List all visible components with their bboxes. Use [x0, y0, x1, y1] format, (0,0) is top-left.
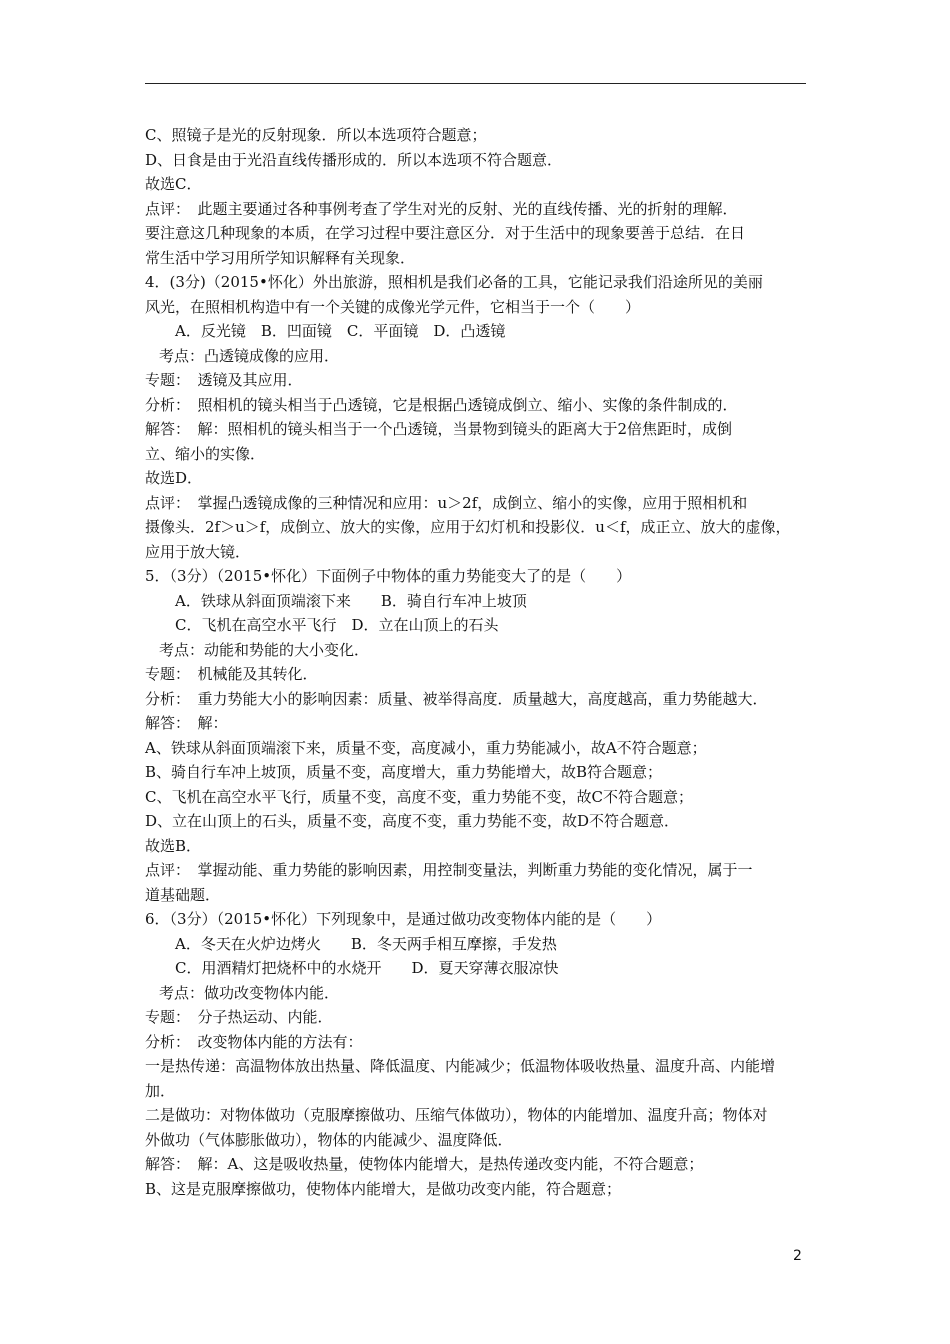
text-line: D、日食是由于光沿直线传播形成的．所以本选项不符合题意． [145, 150, 563, 169]
question-4-line: 4．(3分)（2015•怀化）外出旅游，照相机是我们必备的工具，它能记录我们沿途所见的美丽 [145, 273, 763, 291]
text-line: 点评： 掌握凸透镜成像的三种情况和应用：u＞2f，成倒立、缩小的实像，应用于照相机和 [145, 493, 748, 512]
text-line: 考点：凸透镜成像的应用． [159, 346, 340, 365]
text-line: 道基础题． [145, 885, 221, 904]
text-line: 分析： 重力势能大小的影响因素：质量、被举得高度．质量越大，高度越高，重力势能越大． [145, 689, 768, 708]
text-line: 专题： 分子热运动、内能． [145, 1008, 333, 1026]
text-line: B、骑自行车冲上坡顶，质量不变，高度增大，重力势能增大，故B符合题意； [145, 763, 663, 781]
text-line: 考点：做功改变物体内能． [159, 983, 340, 1002]
text-line: 分析： 照相机的镜头相当于凸透镜，它是根据凸透镜成倒立、缩小、实像的条件制成的． [145, 395, 738, 414]
question-5-options: C．飞机在高空水平飞行 D．立在山顶上的石头 [175, 616, 499, 634]
text-line: 外做功（气体膨胀做功），物体的内能减少、温度降低． [145, 1130, 513, 1149]
text-line: 故选C． [145, 175, 202, 193]
text-line: 解答： 解： [145, 714, 228, 732]
text-line: 专题： 透镜及其应用． [145, 371, 303, 389]
text-line: 点评： 掌握动能、重力势能的影响因素，用控制变量法，判断重力势能的变化情况，属于一 [145, 861, 753, 879]
question-6-line: 6．（3分）（2015•怀化）下列现象中，是通过做功改变物体内能的是（ ） [145, 910, 662, 928]
text-line: 分析： 改变物体内能的方法有： [145, 1032, 363, 1051]
text-line: 一是热传递：高温物体放出热量、降低温度、内能减少；低温物体吸收热量、温度升高、内能增 [145, 1057, 776, 1075]
question-6-options: C．用酒精灯把烧杯中的水烧开 D．夏天穿薄衣服凉快 [175, 959, 559, 977]
text-line: 应用于放大镜． [145, 542, 251, 561]
question-5-line: 5．（3分）（2015•怀化）下面例子中物体的重力势能变大了的是（ ） [145, 567, 632, 585]
text-line: 要注意这几种现象的本质，在学习过程中要注意区分．对于生活中的现象要善于总结．在日 [145, 224, 746, 242]
text-line: 专题： 机械能及其转化． [145, 665, 318, 683]
question-6-options: A．冬天在火炉边烤火 B．冬天两手相互摩擦，手发热 [175, 934, 557, 953]
text-line: 加． [145, 1081, 176, 1100]
document-body [145, 123, 815, 1201]
text-line: 解答： 解：照相机的镜头相当于一个凸透镜，当景物到镜头的距离大于2倍焦距时，成倒 [145, 420, 733, 438]
page-number: 2 [793, 1248, 802, 1264]
text-line: 解答： 解：A、这是吸收热量，使物体内能增大，是热传递改变内能，不符合题意； [145, 1155, 704, 1173]
text-line: C、飞机在高空水平飞行，质量不变，高度不变，重力势能不变，故C不符合题意； [145, 787, 693, 806]
text-line: 摄像头．2f＞u＞f，成倒立、放大的实像，应用于幻灯机和投影仪．u＜f，成正立、放大的虚像， [145, 518, 791, 536]
question-5-options: A．铁球从斜面顶端滚下来 B．骑自行车冲上坡顶 [175, 591, 527, 610]
text-line: 故选D． [145, 469, 203, 487]
text-line: B、这是克服摩擦做功，使物体内能增大，是做功改变内能，符合题意； [145, 1179, 622, 1198]
text-line: C、照镜子是光的反射现象．所以本选项符合题意； [145, 126, 487, 144]
header-rule [145, 83, 806, 84]
text-line: 考点：动能和势能的大小变化． [159, 640, 370, 659]
text-line: 点评： 此题主要通过各种事例考查了学生对光的反射、光的直线传播、光的折射的理解． [145, 199, 738, 218]
text-line: 常生活中学习用所学知识解释有关现象． [145, 248, 416, 267]
text-line: 二是做功：对物体做功（克服摩擦做功、压缩气体做功），物体的内能增加、温度升高；物体对 [145, 1106, 768, 1124]
question-4-options: A．反光镜 B．凹面镜 C．平面镜 D．凸透镜 [175, 322, 506, 340]
question-4-line: 风光，在照相机构造中有一个关键的成像光学元件，它相当于一个（ ） [145, 297, 641, 316]
text-line: A、铁球从斜面顶端滚下来，质量不变，高度减小，重力势能减小，故A不符合题意； [145, 738, 707, 757]
text-line: 立、缩小的实像． [145, 444, 266, 463]
text-line: 故选B． [145, 836, 202, 855]
text-line: D、立在山顶上的石头，质量不变，高度不变，重力势能不变，故D不符合题意． [145, 812, 680, 830]
